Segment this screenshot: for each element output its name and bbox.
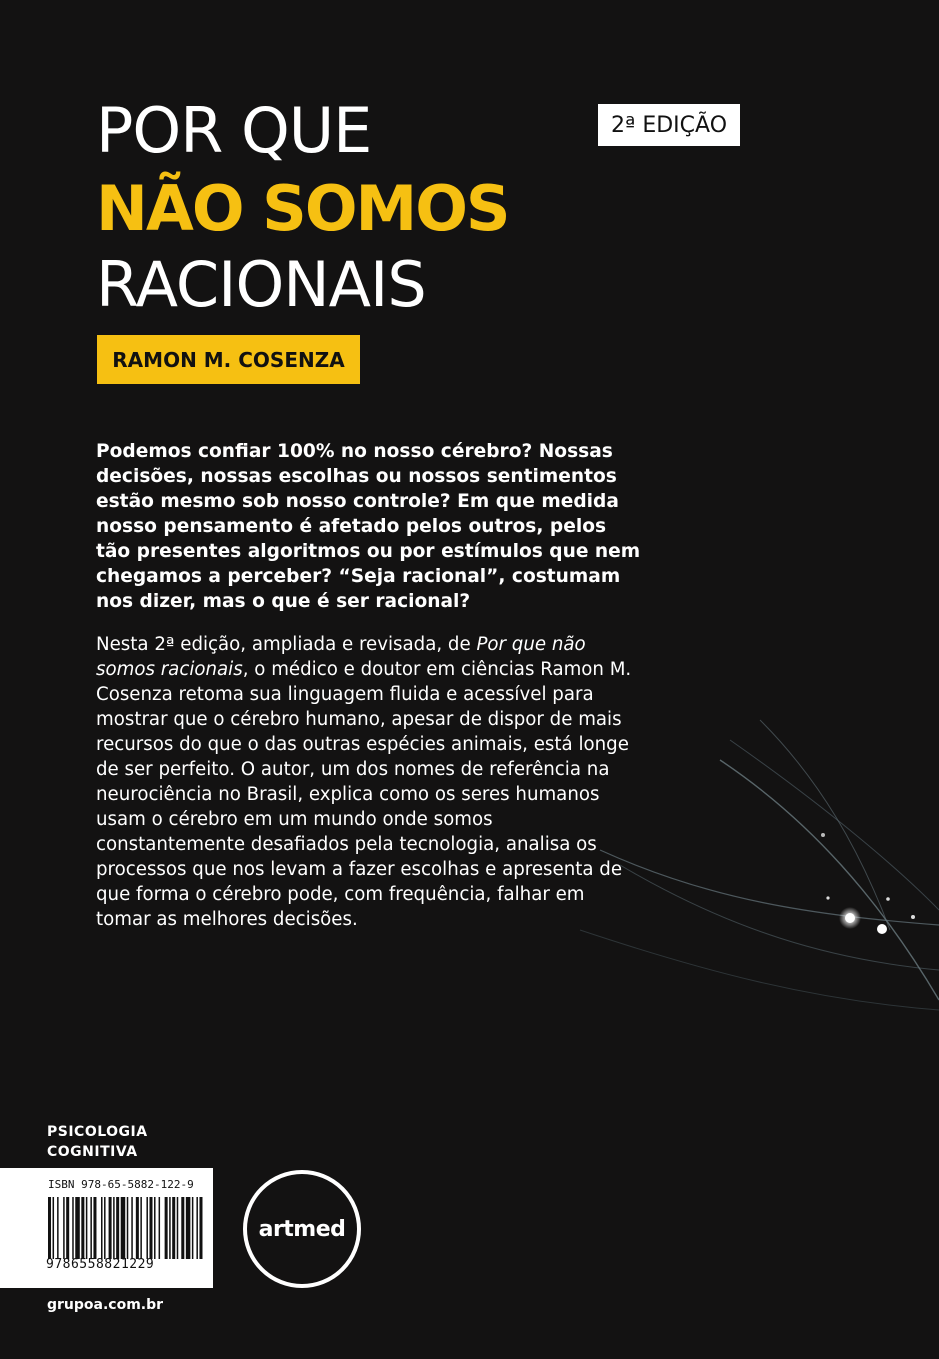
blurb-book-title: Por que não somos racionais [96,634,586,680]
title-line-3: RACIONAIS [96,248,426,321]
title-line-1: POR QUE [96,94,372,167]
barcode-number: 9786558821229 [46,1257,155,1272]
author-banner [97,335,360,384]
isbn-text: ISBN 978-65-5882-122-9 [48,1178,194,1191]
barcode-icon [48,1197,204,1259]
decorative-swirl-graphic [560,700,939,1060]
category-line-1: PSICOLOGIA [47,1124,148,1140]
category-line-2: COGNITIVA [47,1144,138,1160]
publisher-logo [243,1170,361,1288]
edition-badge [598,104,740,146]
publisher-logo-text: artmed [258,1216,346,1242]
category-label [47,1122,148,1162]
title-line-2: NÃO SOMOS [96,172,509,245]
publisher-website: grupoa.com.br [47,1297,164,1313]
author-name: RAMON M. COSENZA [112,347,345,372]
edition-badge-label: 2ª EDIÇÃO [610,112,728,138]
blurb-body-intro: Nesta 2ª edição, ampliada e revisada, de [96,634,477,655]
blurb-body-rest: , o médico e doutor em ciências Ramon M. Cosenza retoma sua linguagem fluida e acessível para mostrar que o cérebro humano, apesar de dispor de mais recursos do que o das outras espécies animais, está longe de ser perfeito. O autor, um dos nomes de referência na neurociência no Brasil, explica como os seres humanos usam o cérebro em um mundo onde somos constantemente desafiados pela tecnologia, analisa os processos que nos levam a fazer escolhas e apresenta de que forma o cérebro pode, com frequência, falhar em tomar as melhores decisões. [96,659,632,930]
blurb-lead-paragraph: Podemos confiar 100% no nosso cérebro? Nossas decisões, nossas escolhas ou nossos sentimentos estão mesmo sob nosso controle? Em que medida nosso pensamento é afetado pelos outros, pelos tão presentes algoritmos ou por estímulos que nem chegamos a perceber? “Seja racional”, costumam nos dizer, mas o que é ser racional? [96,441,641,612]
